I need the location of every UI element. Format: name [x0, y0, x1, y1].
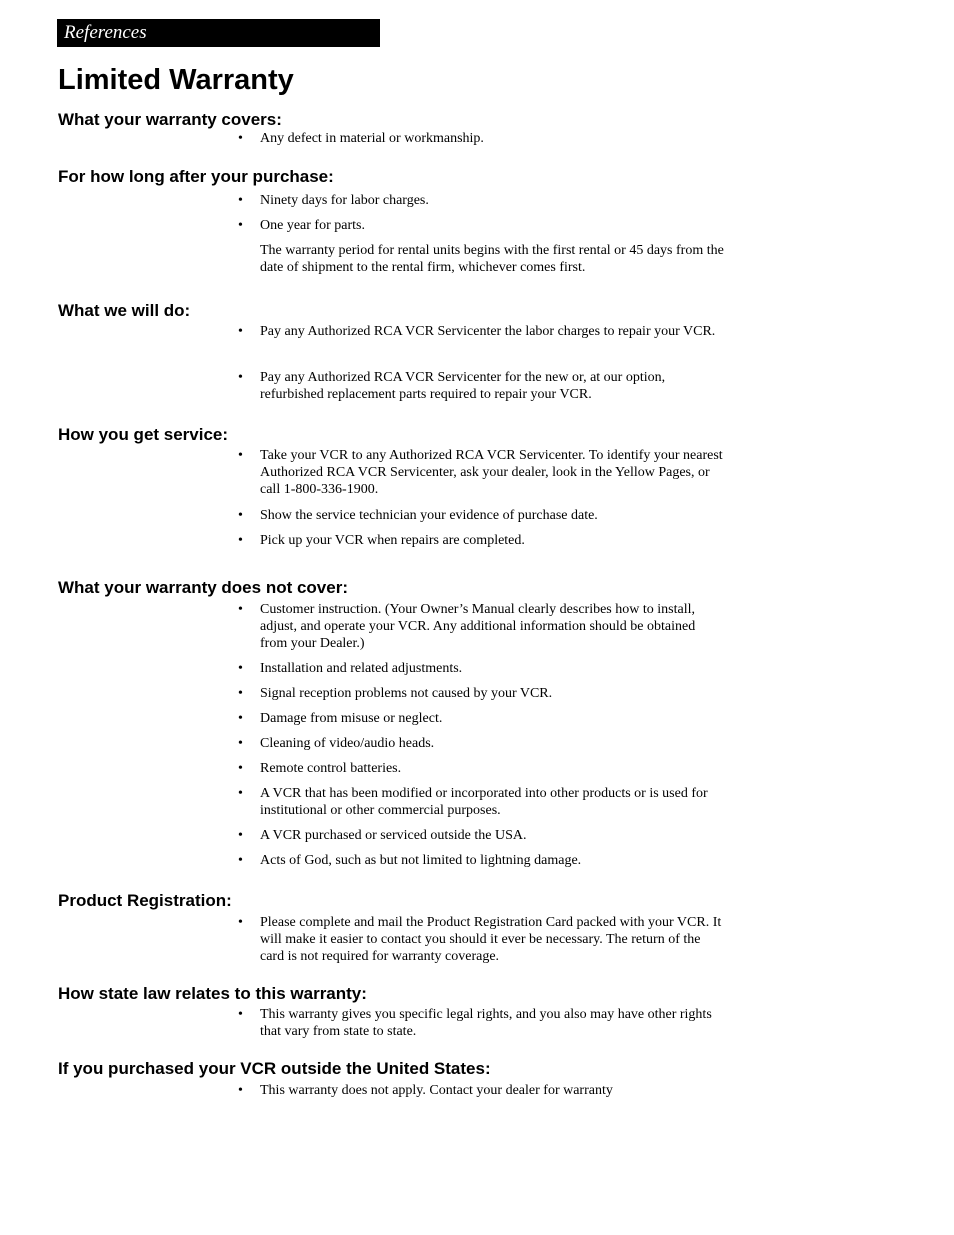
section-heading-what-we-do: What we will do:	[58, 301, 191, 320]
section-heading-coverage: What your warranty covers:	[58, 110, 282, 129]
rental-note: The warranty period for rental units begins with the first rental or 45 days from the date of shipment to the rental firm, whichever comes first.	[260, 243, 724, 275]
section-label: References	[64, 22, 147, 43]
section-heading-outside-us: If you purchased your VCR outside the United States:	[58, 1059, 491, 1078]
section-heading-service: How you get service:	[58, 425, 229, 444]
section-heading-state-law: How state law relates to this warranty:	[58, 984, 367, 1003]
page-title: Limited Warranty	[58, 64, 294, 96]
section-heading-registration: Product Registration:	[58, 891, 232, 910]
section-heading-duration: For how long after your purchase:	[58, 167, 334, 186]
section-heading-not-covered: What your warranty does not cover:	[58, 578, 348, 597]
section-header-bar	[57, 19, 380, 47]
